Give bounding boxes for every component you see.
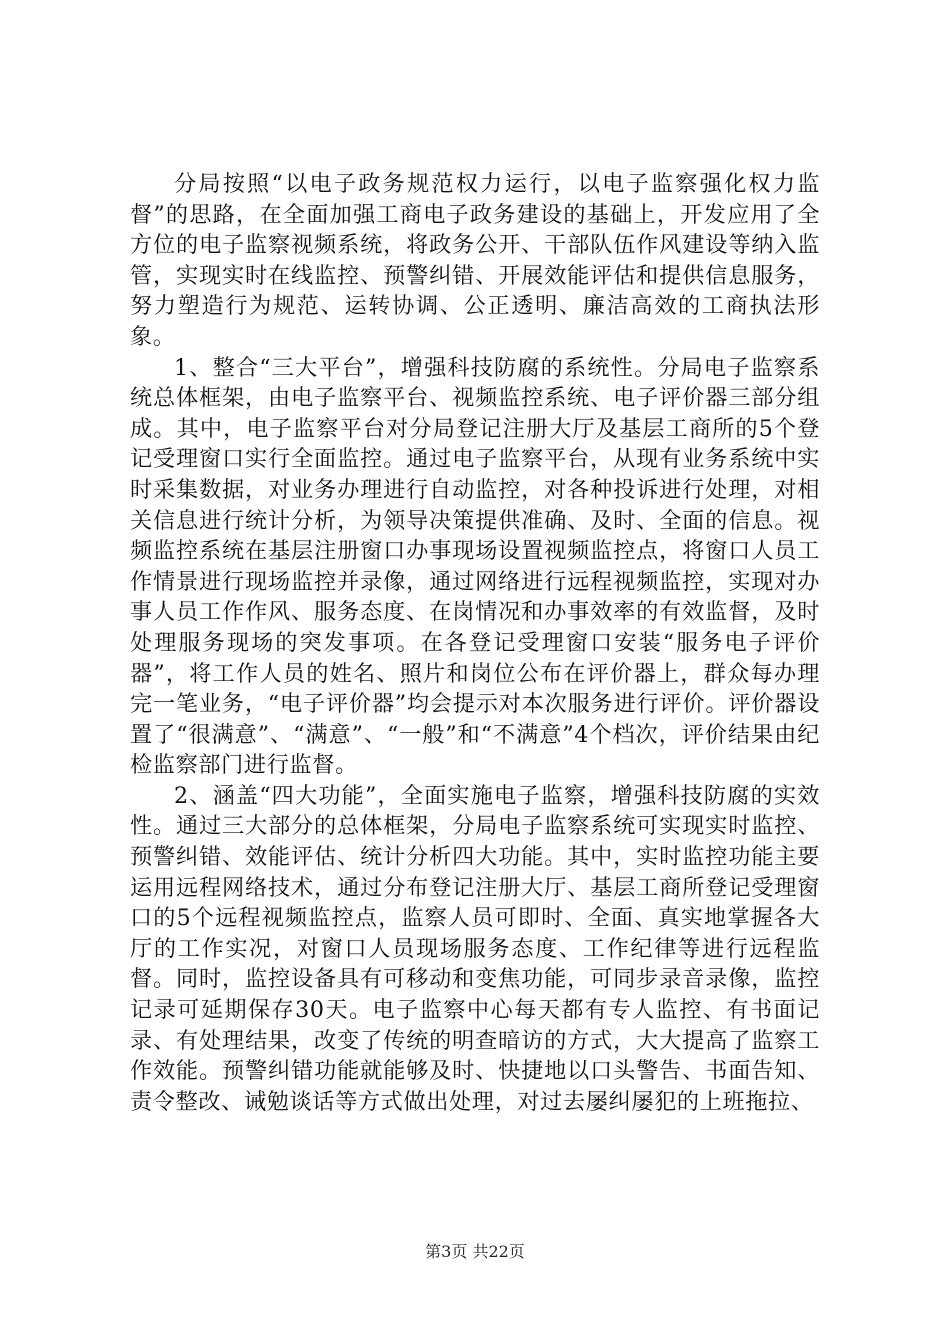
page-footer: 第3页 共22页 [425,1242,525,1261]
document-body [130,169,820,1117]
paragraph-intro: 分局按照“以电子政务规范权力运行，以电子监察强化权力监督”的思路，在全面加强工商电子政务建设的基础上，开发应用了全方位的电子监察视频系统，将政务公开、干部队伍作风建设等纳入监管，实现实时在线监控、预警纠错、开展效能评估和提供信息服务，努力塑造行为规范、运转协调、公正透明、廉洁高效的工商执法形象。 [130,171,820,350]
paragraph-three-platforms: 1、整合“三大平台”，增强科技防腐的系统性。分局电子监察系统总体框架，由电子监察平台、视频监控系统、电子评价器三部分组成。其中，电子监察平台对分局登记注册大厅及基层工商所的5个登记受理窗口实行全面监控。通过电子监察平台，从现有业务系统中实时采集数据，对业务办理进行自动监控，对各种投诉进行处理，对相关信息进行统计分析，为领导决策提供准确、及时、全面的信息。视频监控系统在基层注册窗口办事现场设置视频监控点，将窗口人员工作情景进行现场监控并录像，通过网络进行远程视频监控，实现对办事人员工作作风、服务态度、在岗情况和办事效率的有效监督，及时处理服务现场的突发事项。在各登记受理窗口安装“服务电子评价器”，将工作人员的姓名、照片和岗位公布在评价器上，群众每办理完一笔业务，“电子评价器”均会提示对本次服务进行评价。评价器设置了“很满意”、“满意”、“一般”和“不满意”4个档次，评价结果由纪检监察部门进行监督。 [130,354,820,779]
paragraph-four-functions: 2、涵盖“四大功能”，全面实施电子监察，增强科技防腐的实效性。通过三大部分的总体框架，分局电子监察系统可实现实时监控、预警纠错、效能评估、统计分析四大功能。其中，实时监控功能主要运用远程网络技术，通过分布登记注册大厅、基层工商所登记受理窗口的5个远程视频监控点，监察人员可即时、全面、真实地掌握各大厅的工作实况，对窗口人员现场服务态度、工作纪律等进行远程监督。同时，监控设备具有可移动和变焦功能，可同步录音录像，监控记录可延期保存30天。电子监察中心每天都有专人监控、有书面记录、有处理结果，改变了传统的明查暗访的方式，大大提高了监察工作效能。预警纠错功能就能够及时、快捷地以口头警告、书面告知、责令整改、诫勉谈话等方式做出处理，对过去屡纠屡犯的上班拖拉、 [130,782,820,1115]
